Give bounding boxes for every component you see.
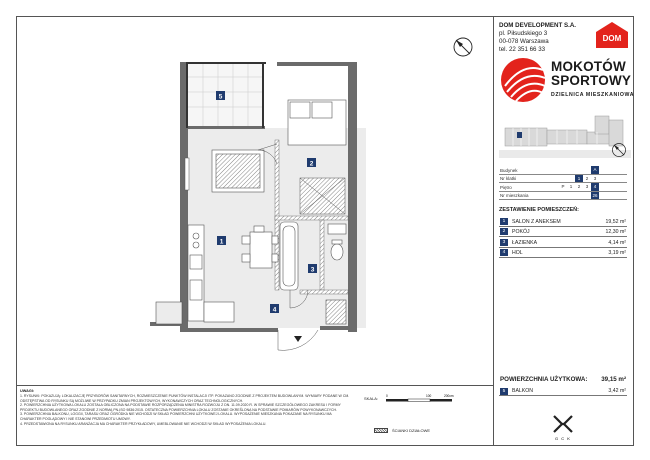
- scale-tick-1: 100: [426, 394, 432, 398]
- compass-keyplan-icon: [611, 142, 627, 158]
- room-label-bedroom: 2: [309, 160, 314, 168]
- developer-info: [499, 22, 576, 54]
- floor-plan: [150, 40, 380, 360]
- note-item: 1. RYSUNKI: POKAZUJĄ: LOKALIZACJĘ PRZYBORÓW SANITARNYCH, ROZMIESZCZENIE PUNKTÓW INSTALACJI ITP. POKAZANO ZGODNIE Z PROJEKTEM BUDOWLANYM. WYMIARY PODANE W CM. ODSTĘPSTWA OD RYSUNKU SĄ MOŻLIWE W PRZYPADKU ZMIAN PROJEKTOWYCH, WYKONAWCZYCH ORAZ TECHNOLOGICZNYCH.: [20, 394, 350, 403]
- scale-tick-2: 200cm: [444, 394, 454, 398]
- room-label-living: 1: [219, 238, 224, 246]
- panel-divider-vertical: [493, 16, 494, 446]
- dom-logo-text: DOM: [602, 34, 622, 43]
- room-name: POKÓJ: [512, 229, 530, 235]
- room-label-hall: 4: [272, 306, 277, 314]
- rooms-table: [499, 216, 627, 258]
- room-row: [499, 237, 627, 248]
- project-name-line1: MOKOTÓW: [551, 59, 626, 74]
- note-item: 2. POWIERZCHNIA UŻYTKOWA LOKALU ZOSTAŁA OBLICZONA NA PODSTAWIE ROZPORZĄDZENIA MINISTRA ROZWOJU Z DN. 11.09.2020 R. W SPRAWIE SZCZEGÓŁOWEGO ZAKRESU I FORMY PROJEKTU BUDOWLANEGO ORAZ ZGODNIE Z NORMĄ PN-ISO 9836:2015. OSTATECZNA POWIERZCHNIA LOKALU ZOSTANIE OKREŚLONA NA PODSTAWIE POMIARÓW POWYKONAWCZYCH.: [20, 403, 341, 412]
- property-cell: 2: [577, 184, 581, 189]
- room-row: [499, 216, 627, 227]
- property-cell: 1: [569, 184, 573, 189]
- property-cell: 3: [593, 175, 597, 181]
- gck-logo-icon: [548, 412, 578, 442]
- property-row: [499, 183, 627, 192]
- room-area: 4,14 m²: [608, 239, 626, 246]
- entrance-niche: [156, 302, 182, 324]
- balcony-rail: [186, 62, 266, 64]
- developer-address-2: 00-078 Warszawa: [499, 38, 549, 45]
- bed: [288, 100, 346, 145]
- room-area: 19,52 m²: [605, 218, 626, 225]
- walls-legend-label: ŚCIANKI DZIAŁOWE: [392, 428, 431, 433]
- room-name: ŁAZIENKA: [512, 239, 538, 246]
- property-cell: 4: [591, 183, 599, 191]
- balcony-name: BALKON: [512, 388, 534, 394]
- room-name: SALON Z ANEKSEM: [512, 218, 561, 225]
- balcony-rail-left: [186, 62, 188, 128]
- balcony-row: [499, 386, 627, 396]
- compass-north-icon: [452, 36, 474, 58]
- property-cell: P: [561, 184, 565, 189]
- room-label-balcony: 5: [218, 93, 223, 101]
- property-cell: 26: [592, 192, 598, 198]
- room-area: 12,30 m²: [605, 229, 626, 235]
- key-plan-unit-marker: [517, 132, 522, 138]
- room-number: 1: [500, 218, 508, 225]
- property-cell: A: [591, 166, 599, 174]
- usable-area-value: 39,15 m²: [601, 376, 626, 383]
- room-area: 3,19 m²: [608, 250, 626, 256]
- tv-unit: [185, 158, 189, 190]
- walls-legend: [374, 428, 430, 433]
- property-row: [499, 192, 627, 201]
- scale-bar: [384, 393, 454, 405]
- rooms-title: ZESTAWIENIE POMIESZCZEŃ:: [499, 207, 579, 213]
- property-cell: 2: [585, 175, 589, 181]
- room-number: 2: [500, 228, 508, 235]
- balcony-area: [188, 62, 263, 128]
- room-row: [499, 227, 627, 238]
- scale-tick-0: 0: [386, 394, 388, 398]
- sofa: [212, 150, 264, 192]
- project-subtitle: DZIELNICA MIESZKANIOWA: [551, 92, 635, 98]
- entrance-arrow-icon: [294, 336, 302, 342]
- notes-divider: [16, 385, 494, 386]
- unit-properties: [499, 166, 627, 200]
- project-name: [551, 60, 631, 88]
- room-number: 3: [500, 239, 508, 246]
- note-item: 3. POWIERZCHNIA BALKONU, LOGGII, TARASU ORAZ OGRÓDKA NIE WCHODZI W SKŁAD POWIERZCHNI UŻYTKOWEJ LOKALU. WYPOSAŻENIE MIESZKANIA POKAZANE NA RYSUNKU MA CHARAKTER POGLĄDOWY I NIE STANOWI PRZEDMIOTU UMOWY.: [20, 412, 332, 421]
- scale-label: SKALA:: [364, 396, 379, 401]
- room-row: [499, 248, 627, 259]
- room-name: HOL: [512, 250, 523, 256]
- walls-legend-swatch: [374, 428, 388, 433]
- project-name-line2: SPORTOWY: [551, 73, 632, 88]
- room-number: 4: [500, 249, 508, 256]
- property-cell: 1: [575, 175, 583, 183]
- property-row: [499, 166, 627, 175]
- developer-address-1: pl. Piłsudskiego 3: [499, 30, 548, 37]
- property-cell: 3: [585, 184, 589, 189]
- property-label: Piętro: [500, 184, 512, 190]
- dom-logo-icon: [592, 20, 632, 50]
- property-label: Nr mieszkania: [500, 193, 529, 198]
- usable-area-label: POWIERZCHNIA UŻYTKOWA:: [500, 376, 588, 383]
- balcony-rail-right: [262, 62, 264, 128]
- property-label: Nr klatki: [500, 176, 517, 181]
- balcony-area: 3,42 m²: [608, 388, 626, 394]
- balcony-number: 5: [500, 388, 508, 395]
- developer-name: DOM DEVELOPMENT S.A.: [499, 22, 577, 29]
- gck-logo-text: G C K: [555, 436, 571, 441]
- notes-title: UWAGI:: [20, 389, 35, 393]
- note-item: 4. PRZEDSTAWIONA NA RYSUNKU ARANŻACJA MA CHARAKTER PRZYKŁADOWY, UMEBLOWANIE NIE WCHODZI W SKŁAD WYPOSAŻENIA LOKALU.: [20, 421, 267, 426]
- developer-phone: tel. 22 351 66 33: [499, 46, 546, 53]
- room-label-bathroom: 3: [310, 266, 315, 274]
- property-row: [499, 175, 627, 184]
- notes-list: [20, 394, 354, 426]
- property-label: Budynek: [500, 167, 518, 173]
